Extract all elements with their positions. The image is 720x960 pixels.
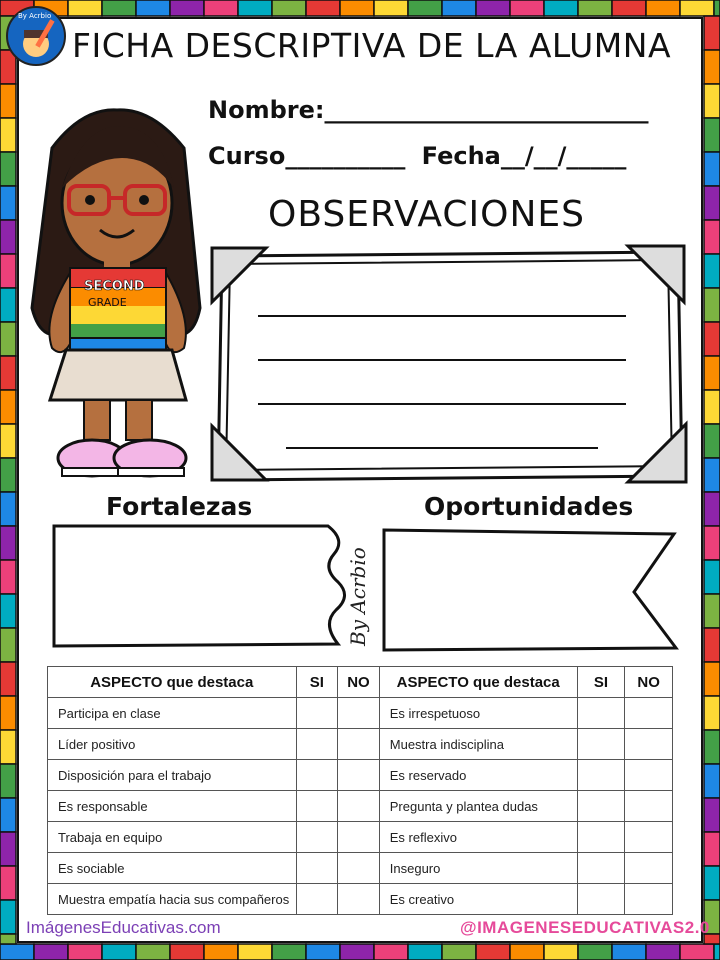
border-stripe — [0, 322, 16, 356]
no-checkbox-cell[interactable] — [625, 760, 673, 791]
border-stripe — [0, 186, 16, 220]
si-checkbox-cell[interactable] — [577, 884, 625, 915]
border-stripe — [340, 0, 374, 16]
border-stripe — [680, 944, 714, 960]
header-aspecto-right: ASPECTO que destaca — [379, 667, 577, 698]
border-stripe — [0, 944, 34, 960]
no-checkbox-cell[interactable] — [338, 884, 380, 915]
border-stripe — [68, 0, 102, 16]
fortalezas-box — [46, 520, 356, 650]
no-checkbox-cell[interactable] — [625, 853, 673, 884]
nombre-field — [208, 96, 648, 124]
border-stripe — [704, 594, 720, 628]
border-stripe — [0, 220, 16, 254]
border-stripe — [714, 0, 720, 16]
aspect-left-cell: Líder positivo — [48, 729, 297, 760]
border-stripe — [704, 84, 720, 118]
aspect-right-cell: Es reservado — [379, 760, 577, 791]
border-stripe — [704, 118, 720, 152]
border-stripe — [704, 152, 720, 186]
border-stripe — [476, 944, 510, 960]
border-stripe — [612, 944, 646, 960]
border-stripe — [0, 662, 16, 696]
border-stripe — [442, 0, 476, 16]
curso-line: __________ — [285, 142, 406, 170]
curso-fecha-field — [208, 142, 626, 170]
aspect-right-cell: Inseguro — [379, 853, 577, 884]
border-stripe — [238, 0, 272, 16]
no-checkbox-cell[interactable] — [338, 698, 380, 729]
si-checkbox-cell[interactable] — [577, 698, 625, 729]
border-stripe — [612, 0, 646, 16]
border-stripe — [0, 832, 16, 866]
border-stripe — [0, 458, 16, 492]
border-stripe — [0, 594, 16, 628]
si-checkbox-cell[interactable] — [296, 760, 338, 791]
aspect-right-cell: Es reflexivo — [379, 822, 577, 853]
svg-text:By Acrbio: By Acrbio — [18, 12, 52, 20]
border-stripe — [272, 944, 306, 960]
border-stripe — [102, 944, 136, 960]
border-stripe — [204, 0, 238, 16]
no-checkbox-cell[interactable] — [625, 884, 673, 915]
header-no-right: NO — [625, 667, 673, 698]
footer-website: ImágenesEducativas.com — [26, 918, 221, 937]
aspect-right-cell: Muestra indisciplina — [379, 729, 577, 760]
border-stripe — [704, 356, 720, 390]
border-stripe — [704, 832, 720, 866]
table-row — [48, 884, 673, 915]
border-stripe — [0, 390, 16, 424]
si-checkbox-cell[interactable] — [296, 884, 338, 915]
svg-text:SECOND: SECOND — [84, 279, 145, 294]
aspect-left-cell: Es responsable — [48, 791, 297, 822]
table-row — [48, 853, 673, 884]
table-header-row — [48, 667, 673, 698]
no-checkbox-cell[interactable] — [625, 822, 673, 853]
no-checkbox-cell[interactable] — [338, 822, 380, 853]
table-row — [48, 791, 673, 822]
border-stripe — [0, 84, 16, 118]
border-stripe — [704, 696, 720, 730]
border-stripe — [306, 0, 340, 16]
aspect-left-cell: Disposición para el trabajo — [48, 760, 297, 791]
observaciones-title: OBSERVACIONES — [268, 194, 585, 235]
si-checkbox-cell[interactable] — [577, 853, 625, 884]
border-stripe — [578, 0, 612, 16]
border-stripe — [704, 866, 720, 900]
border-stripe — [704, 628, 720, 662]
girl-student-illustration — [22, 108, 212, 488]
border-stripe — [408, 944, 442, 960]
table-row — [48, 729, 673, 760]
curso-label: Curso — [208, 142, 286, 170]
aspectos-table — [47, 666, 673, 915]
oportunidades-box — [378, 524, 682, 654]
observaciones-box — [208, 244, 688, 484]
border-stripe — [408, 0, 442, 16]
border-stripe — [680, 0, 714, 16]
border-stripe — [510, 0, 544, 16]
no-checkbox-cell[interactable] — [338, 791, 380, 822]
border-stripe — [704, 492, 720, 526]
border-stripe — [704, 390, 720, 424]
no-checkbox-cell[interactable] — [338, 853, 380, 884]
border-stripe — [704, 730, 720, 764]
border-stripe — [238, 944, 272, 960]
border-stripe — [136, 944, 170, 960]
border-stripe — [704, 662, 720, 696]
author-signature: By Acrbio — [346, 547, 370, 646]
aspect-left-cell: Participa en clase — [48, 698, 297, 729]
footer-handle: @IMAGENESEDUCATIVAS2.0 — [460, 918, 710, 937]
border-stripe — [646, 0, 680, 16]
border-stripe — [704, 186, 720, 220]
header-aspecto-left: ASPECTO que destaca — [48, 667, 297, 698]
border-stripe — [704, 458, 720, 492]
border-stripe — [0, 356, 16, 390]
border-stripe — [34, 944, 68, 960]
no-checkbox-cell[interactable] — [625, 729, 673, 760]
border-stripe — [704, 798, 720, 832]
border-stripe — [136, 0, 170, 16]
oportunidades-label: Oportunidades — [424, 492, 634, 521]
si-checkbox-cell[interactable] — [577, 760, 625, 791]
si-checkbox-cell[interactable] — [296, 853, 338, 884]
border-stripe — [0, 492, 16, 526]
border-stripe — [272, 0, 306, 16]
si-checkbox-cell[interactable] — [577, 822, 625, 853]
border-stripe — [0, 288, 16, 322]
border-stripe — [476, 0, 510, 16]
border-stripe — [0, 152, 16, 186]
border-stripe — [0, 764, 16, 798]
table-row — [48, 760, 673, 791]
aspect-right-cell: Pregunta y plantea dudas — [379, 791, 577, 822]
border-stripe — [704, 288, 720, 322]
border-stripe — [0, 900, 16, 934]
border-stripe — [170, 944, 204, 960]
no-checkbox-cell[interactable] — [338, 760, 380, 791]
border-stripe — [0, 628, 16, 662]
border-stripe — [704, 526, 720, 560]
border-stripe — [306, 944, 340, 960]
border-stripe — [0, 866, 16, 900]
aspect-left-cell: Trabaja en equipo — [48, 822, 297, 853]
border-stripe — [704, 254, 720, 288]
border-stripe — [442, 944, 476, 960]
author-logo-icon — [4, 4, 68, 68]
aspect-left-cell: Es sociable — [48, 853, 297, 884]
border-stripe — [340, 944, 374, 960]
si-checkbox-cell[interactable] — [296, 729, 338, 760]
border-stripe — [578, 944, 612, 960]
header-si-right: SI — [577, 667, 625, 698]
border-stripe — [0, 798, 16, 832]
si-checkbox-cell[interactable] — [296, 822, 338, 853]
fortalezas-label: Fortalezas — [106, 492, 253, 521]
no-checkbox-cell[interactable] — [338, 729, 380, 760]
header-si-left: SI — [296, 667, 338, 698]
border-stripe — [704, 560, 720, 594]
border-stripe — [0, 254, 16, 288]
page-title: FICHA DESCRIPTIVA DE LA ALUMNA — [72, 26, 672, 65]
nombre-line: ___________________________ — [324, 96, 649, 124]
border-stripe — [0, 560, 16, 594]
border-stripe — [374, 944, 408, 960]
si-checkbox-cell[interactable] — [296, 791, 338, 822]
si-checkbox-cell[interactable] — [577, 791, 625, 822]
border-stripe — [714, 944, 720, 960]
aspect-left-cell: Muestra empatía hacia sus compañeros — [48, 884, 297, 915]
svg-text:GRADE: GRADE — [88, 296, 127, 309]
border-stripe — [544, 944, 578, 960]
fecha-line: __/__/_____ — [500, 142, 627, 170]
nombre-label: Nombre: — [208, 96, 325, 124]
border-stripe — [68, 944, 102, 960]
border-stripe — [374, 0, 408, 16]
header-no-left: NO — [338, 667, 380, 698]
table-row — [48, 822, 673, 853]
border-stripe — [0, 424, 16, 458]
border-stripe — [102, 0, 136, 16]
border-stripe — [704, 220, 720, 254]
aspect-right-cell: Es irrespetuoso — [379, 698, 577, 729]
fecha-label: Fecha — [421, 142, 501, 170]
border-stripe — [704, 16, 720, 50]
border-stripe — [0, 934, 16, 944]
border-stripe — [0, 730, 16, 764]
border-stripe — [0, 526, 16, 560]
aspect-right-cell: Es creativo — [379, 884, 577, 915]
border-stripe — [704, 424, 720, 458]
border-stripe — [646, 944, 680, 960]
no-checkbox-cell[interactable] — [625, 698, 673, 729]
si-checkbox-cell[interactable] — [296, 698, 338, 729]
border-stripe — [0, 696, 16, 730]
border-stripe — [510, 944, 544, 960]
table-row — [48, 698, 673, 729]
si-checkbox-cell[interactable] — [577, 729, 625, 760]
border-stripe — [704, 50, 720, 84]
border-stripe — [704, 764, 720, 798]
border-stripe — [544, 0, 578, 16]
border-stripe — [704, 322, 720, 356]
no-checkbox-cell[interactable] — [625, 791, 673, 822]
border-stripe — [170, 0, 204, 16]
border-stripe — [0, 118, 16, 152]
border-stripe — [204, 944, 238, 960]
